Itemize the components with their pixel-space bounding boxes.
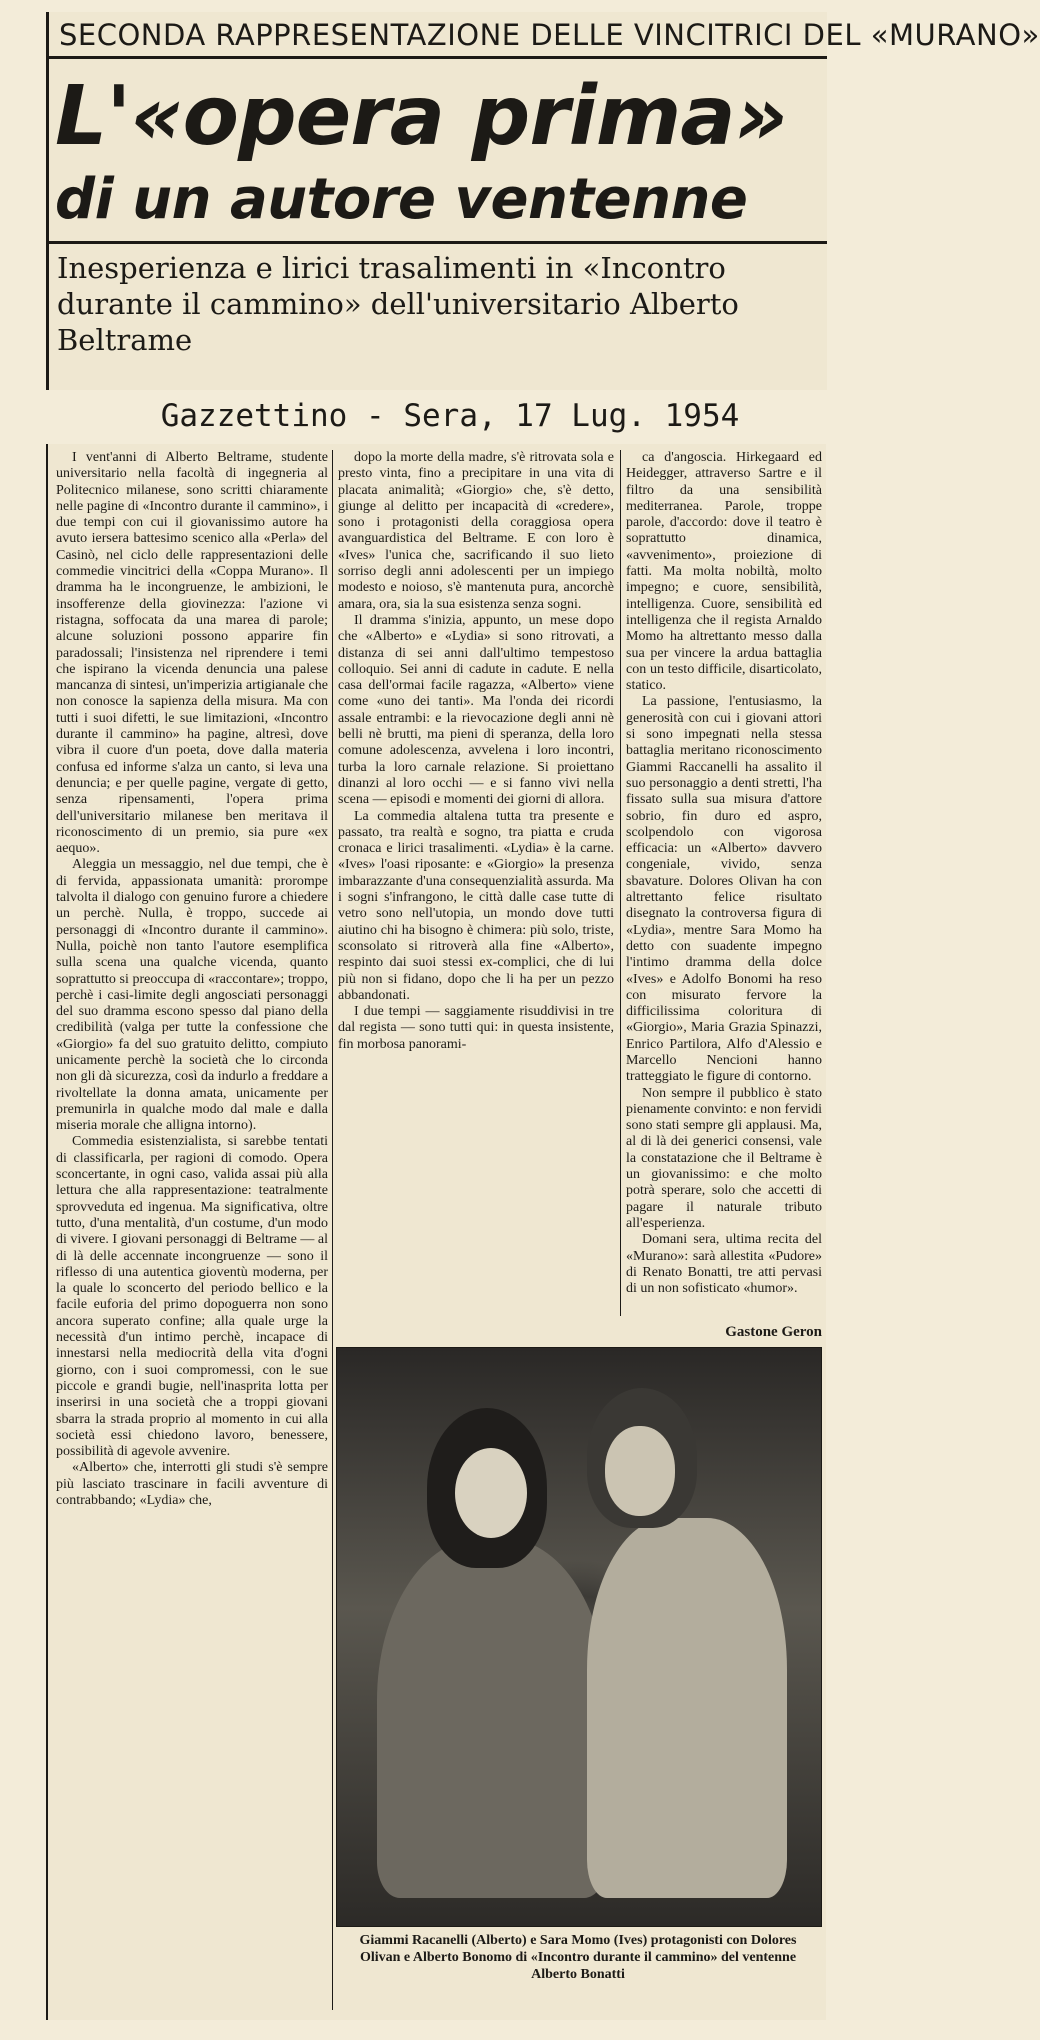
article-column-1 (56, 450, 328, 2010)
paragraph: La commedia altalena tutta tra presente e passato, tra realtà e sogno, tra piatta e cruda cronaca e lirici trasalimenti. «Lydia» è la carne. «Ives» l'oasi riposante: e «Giorgio» la presenza imbarazzante d'una consequenzialità assurda. Ma i sogni s'infrangono, le città dalle case tutte di vetro sono nell'utopia, un mondo dove tutti aiutino chi ha bisogno è chimera: più solo, triste, sconsolato si ritroverà alla fine «Alberto», respinto dai suoi stessi ex-complici, che di lui più non si fidano, dopo che li ha per un pezzo abbandonati. (338, 808, 614, 1003)
kicker: SECONDA RAPPRESENTAZIONE DELLE VINCITRICI DEL «MURANO» (49, 12, 827, 59)
subheadline: Inesperienza e lirici trasalimenti in «Incontro durante il cammino» dell'universitario Alberto Beltrame (57, 251, 739, 357)
paragraph: ca d'angoscia. Hirkegaard ed Heidegger, attraverso Sartre e il filtro da una sensibilità mediterranea. Parole, troppe parole, d'accordo: dove il teatro è soprattutto dinamica, «avvenimento», proiezione di fatti. Ma molta nobiltà, molto impegno; e cuore, sensibilità, intelligenza. Cuore, sensibilità ed intelligenza che il regista Arnaldo Momo ha altrettanto messo dalla sua per vincere la ardua battaglia con un testo difficile, disarticolato, statico. (626, 450, 822, 694)
author-signature: Gastone Geron (725, 1324, 822, 1340)
photo-figure-man-face (605, 1426, 675, 1516)
source-line: Gazzettino - Sera, 17 Lug. 1954 (160, 398, 740, 434)
paragraph: I due tempi — saggiamente risuddivisi in tre dal regista — sono tutti qui: in questa insistente, fin morbosa panorami- (338, 1004, 614, 1052)
paragraph: Il dramma s'inizia, appunto, un mese dopo che «Alberto» e «Lydia» si sono ritrovati, a distanza di sei anni dall'ultimo tempestoso colloquio. Sei anni di cadute in cadute. E nella casa dell'ormai facile ragazza, «Alberto» viene come «uno dei tanti». Ma l'onda dei ricordi assale entrambi: e la rievocazione degli anni nè belli nè brutti, ma pieni di speranza, della loro comune adolescenza, avvelena i loro incontri, turba la loro carnale relazione. Si proiettano dinanzi al loro occhi — e si fanno vivi nella scena — episodi e momenti dei giorni di allora. (338, 612, 614, 808)
paragraph: La passione, l'entusiasmo, la generosità con cui i giovani attori si sono impegnati nella stessa battaglia meritano riconoscimento Giammi Raccanelli ha assalito il suo personaggio a denti stretti, l'ha fissato sulla sua misura d'attore sobrio, fin duro ed aspro, scolpendolo con vigorosa efficacia: un «Alberto» davvero congeniale, vivido, senza sbavature. Dolores Olivan ha con altrettanto felice risultato disegnato la controversa figura di «Lydia», mentre Sara Momo ha detto con suadente impegno l'intimo dramma della dolce «Ives» e Adolfo Bonomi ha reso con misurato fervore la difficilissima coloritura di «Giorgio», Maria Grazia Spinazzi, Enrico Partilora, Alfo d'Alessio e Marcello Nencioni hanno tratteggiato le figure di contorno. (626, 694, 822, 1085)
paragraph: Domani sera, ultima recita del «Murano»: sarà allestita «Pudore» di Renato Bonatti, tre atti pervasi di un non sofisticato «humor». (626, 1232, 822, 1297)
column-divider (620, 450, 621, 1316)
photo-figure-woman-dress (377, 1538, 607, 1898)
article-column-2 (338, 450, 614, 1320)
photo-caption: Giammi Racanelli (Alberto) e Sara Momo (Ives) protagonisti con Dolores Olivan e Alberto Bonomo di «Incontro durante il cammino» del ventenne Alberto Bonatti (359, 1933, 797, 1982)
headline-title-line-1: L'«opera prima» (55, 69, 787, 164)
paragraph: Aleggia un messaggio, nel due tempi, che è di fervida, appassionata umanità: prorompe talvolta il dialogo con genuino furore a chiedere un perchè. Nulla, è troppo, succede ai personaggi di «Incontro durante il cammino». Nulla, poichè non tanto l'autore esemplifica sulla scena una qualche vicenda, quanto soprattutto si preoccupa di «raccontare»; troppo, perchè i casi-limite degli angosciati personaggi del suo dramma escono spesso dal piano della credibilità (valga per tutte la confessione che «Giorgio» fa del suo gratuito delitto, compiuto unicamente perchè la società che lo circonda non gli dà sicurezza, così da indurlo a freddare a rivoltellate la donna amata, unicamente per premunirla in qualche modo dal male e dalla miseria morale che alligna intorno). (56, 857, 328, 1134)
article-clipping (46, 444, 826, 2020)
paragraph: Commedia esistenzialista, si sarebbe tentati di classificarla, per ragioni di comodo. Opera sconcertante, in ogni caso, valida assai più alla lettura che alla rappresentazione: teatralmente sprovveduta ed ingenua. Ma significativa, oltre tutto, d'una mentalità, d'un costume, d'un modo di vivere. I giovani personaggi di Beltrame — al di là delle accennate incongruenze — sono il riflesso di una autentica gioventù moderna, per la quale lo sconcerto del periodo bellico e la facile euforia del primo dopoguerra non sono ancora superato confine; alla quale urge la necessità d'un intimo perchè, incapace di innestarsi nella mediocrità della vita d'ogni giorno, con i suoi compromessi, con le sue piccole e grandi bugie, nell'inasprita lotta per inserirsi in una società che a troppi giovani sbarra la strada proprio al momento in cui alla società essi chiedono lavoro, benessere, possibilità di agevole avvenire. (56, 1134, 328, 1460)
paragraph: dopo la morte della madre, s'è ritrovata sola e presto vinta, fino a precipitare in una vita di placata animalità; «Giorgio» che, s'è detto, giunge al delitto per incapacità di «credere», sono i protagonisti della coraggiosa opera avanguardistica del Beltrame. E con loro è «Ives» l'unica che, sacrificando il suo lieto sorriso degli anni adolescenti per un impiego modesto e noioso, s'è mantenuta pura, ancorchè amara, ora, sia la sua esistenza senza sogni. (338, 450, 614, 612)
headline-clipping (46, 12, 1040, 390)
actors-photo (336, 1347, 822, 1927)
paragraph: Non sempre il pubblico è stato pienamente convinto: e non fervidi sono stati sempre gli applausi. Ma, al di là dei generici consensi, vale la constatazione che il Beltrame è un giovanissimo: e che molto potrà sperare, solo che accetti di pagare il naturale tributo all'esperienza. (626, 1085, 822, 1231)
paragraph: I vent'anni di Alberto Beltrame, studente universitario nella facoltà di ingegneria al Politecnico milanese, sono scritti chiaramente nelle pagine di «Incontro durante il cammino», i due tempi con cui il giovanissimo autore ha avuto iersera battesimo scenico alla «Perla» del Casinò, nel ciclo delle rappresentazioni delle commedie vincitrici della «Coppa Murano». Il dramma ha le incongruenze, le ambizioni, le insofferenze della giovinezza: l'azione vi ristagna, soffocata da una marea di parole; alcune soluzioni possono apparire fin paradossali; l'insistenza nel riprendere i temi che ispirano la vicenda denuncia una palese mancanza di sintesi, un'imperizia artigianale che non conosce la sapienza della misura. Ma con tutti i suoi difetti, le sue limitazioni, «Incontro durante il cammino» ha pagine, altresì, dove vibra il cuore d'un poeta, dove dalla materia confusa ed informe s'alza un canto, si leva una denuncia; e per quelle pagine, vergate di getto, senza ripensamenti, l'opera prima dell'universitario milanese ben meritava il riconoscimento di un premio, sia pure «ex aequo». (56, 450, 328, 857)
article-column-3 (626, 450, 822, 1320)
photo-figure-woman-face (455, 1448, 527, 1538)
headline-title-line-2: di un autore ventenne (55, 167, 748, 232)
photo-figure-man-coat (587, 1518, 787, 1898)
paragraph: «Alberto» che, interrotti gli studi s'è sempre più lasciato trascinare in facili avventure di contrabbando; «Lydia» che, (56, 1460, 328, 1508)
column-divider (332, 450, 333, 2010)
